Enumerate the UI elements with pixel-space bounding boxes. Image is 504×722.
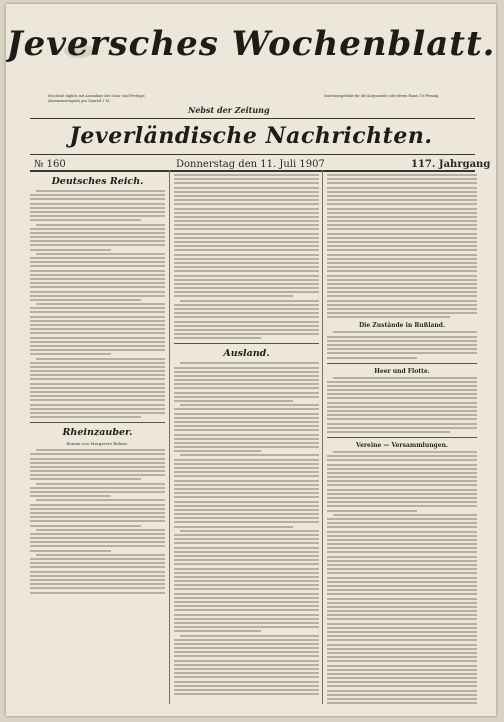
article-text xyxy=(30,190,165,418)
section-vereine: Vereine — Versammlungen. xyxy=(355,441,449,449)
column-middle xyxy=(174,174,319,704)
subscription-notice: Erscheint täglich mit Ausnahme der Sonn- und Festtage. Abonnementspreis pro Quartal 2 M. xyxy=(48,94,146,103)
column-divider-2 xyxy=(322,170,323,704)
novel-byline: Roman von Margarete Böhme. xyxy=(66,441,129,447)
section-ausland: Ausland. xyxy=(223,348,270,360)
column-right xyxy=(327,174,477,704)
header-rule-top xyxy=(30,118,475,119)
section-divider xyxy=(327,363,477,364)
article-text xyxy=(174,362,319,695)
header-rule-mid xyxy=(30,154,475,155)
supplement-label: Nebst der Zeitung xyxy=(188,105,270,115)
header-rule-bottom xyxy=(30,170,475,172)
novel-text xyxy=(30,449,165,593)
article-text xyxy=(327,174,477,318)
article-text xyxy=(327,377,477,433)
newspaper-page xyxy=(6,4,496,716)
section-divider xyxy=(327,437,477,438)
article-text xyxy=(327,331,477,358)
section-divider xyxy=(30,422,165,423)
article-text xyxy=(327,451,477,704)
volume-year: 117. Jahrgang xyxy=(411,159,491,170)
masthead-title: Jeversches Wochenblatt. xyxy=(6,24,496,64)
article-text xyxy=(174,174,319,339)
section-russland: Die Zustände in Rußland. xyxy=(358,322,446,330)
column-divider-1 xyxy=(169,170,170,704)
section-heer-flotte: Heer und Flotte. xyxy=(374,367,430,375)
insertion-notice: Insertionsgebühr für die Korpuszeile oder deren Raum 10 Pfennig. xyxy=(324,94,440,98)
column-left xyxy=(30,174,165,704)
section-divider xyxy=(174,343,319,344)
subtitle: Jeverländische Nachrichten. xyxy=(69,123,433,149)
section-deutsches-reich: Deutsches Reich. xyxy=(51,176,144,187)
section-rheinzauber: Rheinzauber. xyxy=(62,427,133,439)
issue-date: Donnerstag den 11. Juli 1907 xyxy=(176,159,325,170)
issue-number: № 160 xyxy=(34,159,66,170)
